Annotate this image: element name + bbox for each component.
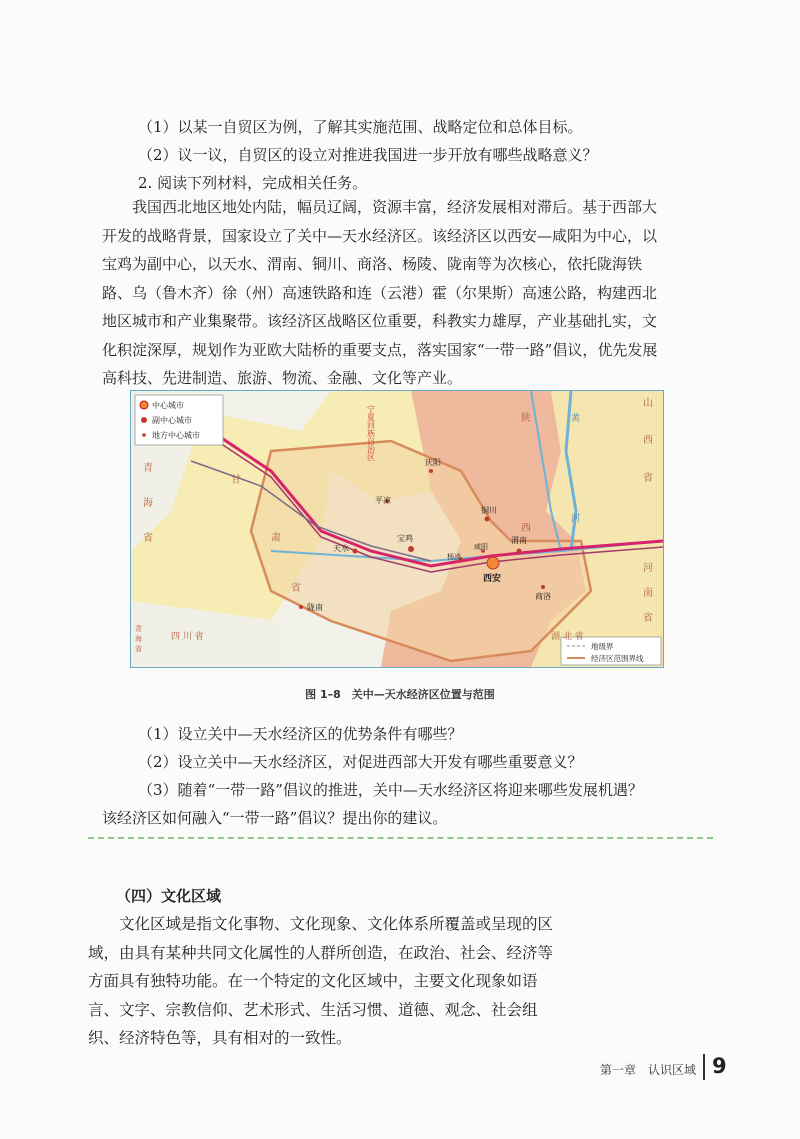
label-ningxia: 宁夏回族自治区 xyxy=(366,405,376,461)
city-dot-tongchuan xyxy=(485,517,490,522)
question-1: （1）设立关中—天水经济区的优势条件有哪些？ xyxy=(138,725,463,743)
city-weinan: 渭南 xyxy=(511,536,527,545)
city-dot-xian xyxy=(487,557,499,569)
city-tianshui: 天水 xyxy=(333,544,349,553)
label-gansu-3: 省 xyxy=(291,583,301,594)
center-city-symbol xyxy=(140,401,148,409)
dashed-divider xyxy=(88,837,713,839)
label-henan-1: 河 xyxy=(643,563,653,574)
task-question-1: （1）以某一自贸区为例，了解其实施范围、战略定位和总体目标。 xyxy=(138,118,583,136)
label-sichuan: 四 川 省 xyxy=(171,632,204,642)
city-tongchuan: 铜川 xyxy=(481,506,497,515)
task-question-2: （2）议一议，自贸区的设立对推进我国进一步开放有哪些战略意义？ xyxy=(138,146,598,164)
label-qinghai-1: 青 xyxy=(143,463,153,474)
city-dot-tianshui xyxy=(353,549,358,554)
city-dot-shangluo xyxy=(541,585,545,589)
material-paragraph: 我国西北地区地处内陆，幅员辽阔，资源丰富，经济发展相对滞后。基于西部大开发的战略背景，国家设立了关中—天水经济区。该经济区以西安—咸阳为中心，以宝鸡为副中心，以天水、渭南、铜川、商洛、杨陵、陇南等为次核心，依托陇海铁路、乌（鲁木齐）徐（州）高速铁路和连（云港）霍（尔果斯）高速公路，构建西北地区城市和产业集聚带。该经济区战略区位重要，科教实力雄厚，产业基础扎实，文化积淀深厚，规划作为亚欧大陆桥的重要支点，落实国家“一带一路”倡议，优先发展高科技、先进制造、旅游、物流、金融、文化等产业。 xyxy=(102,198,658,387)
label-gansu-2: 肃 xyxy=(271,533,281,544)
footer-chapter: 第一章 认识区域 xyxy=(600,1063,697,1077)
legend-boundary: 地级界 xyxy=(591,642,614,651)
label-qinghai-small-3: 省 xyxy=(135,645,142,653)
city-dot-weinan xyxy=(517,549,522,554)
city-dot-longnan xyxy=(299,605,303,609)
city-pingliang: 平凉 xyxy=(375,496,391,505)
figure-caption: 图 1–8 关中—天水经济区位置与范围 xyxy=(305,688,495,701)
section-title: （四）文化区域 xyxy=(116,887,222,905)
label-qinghai-3: 省 xyxy=(143,533,153,544)
label-shaan: 陕 xyxy=(521,413,531,424)
section-body: 文化区域是指文化事物、文化现象、文化体系所覆盖或呈现的区域，由具有某种共同文化属性的人群所创造，在政治、社会、经济等方面具有独特功能。在一个特定的文化区域中，主要文化现象如语言、文字、宗教信仰、艺术形式、生活习惯、道德、观念、社会组织、经济特色等，具有相对的一致性。 xyxy=(88,915,554,1047)
label-river-he: 河 xyxy=(571,514,581,524)
legend-center: 中心城市 xyxy=(152,401,184,410)
question-2: （2）设立关中—天水经济区，对促进西部大开发有哪些重要意义？ xyxy=(138,753,583,771)
label-hubei: 湖 北 省 xyxy=(551,632,584,642)
label-qinghai-2: 海 xyxy=(143,498,153,509)
city-qingyang: 庆阳 xyxy=(425,458,441,467)
label-xi: 西 xyxy=(521,523,531,534)
label-henan-2: 南 xyxy=(643,588,653,599)
legend-local: 地方中心城市 xyxy=(152,431,200,440)
label-henan-3: 省 xyxy=(643,613,653,624)
label-qinghai-small-2: 海 xyxy=(135,635,142,643)
label-shanxi-2: 西 xyxy=(643,435,653,446)
sub-center-symbol xyxy=(141,417,147,423)
city-yangling: 杨凌 xyxy=(447,553,461,561)
label-shanxi-1: 山 xyxy=(643,398,653,409)
legend-zone-boundary: 经济区范围界线 xyxy=(591,654,644,663)
question-3-line2: 该经济区如何融入“一带一路”倡议？提出你的建议。 xyxy=(102,809,448,827)
label-gansu-1: 甘 xyxy=(231,475,241,486)
city-shangluo: 商洛 xyxy=(535,592,551,601)
footer-separator xyxy=(703,1054,705,1080)
page-number: 9 xyxy=(712,1054,727,1078)
legend-sub-center: 副中心城市 xyxy=(152,416,192,425)
city-longnan: 陇南 xyxy=(307,603,323,612)
question-3-line1: （3）随着“一带一路”倡议的推进，关中—天水经济区将迎来哪些发展机遇？ xyxy=(138,781,643,799)
label-qinghai-small-1: 青 xyxy=(135,625,142,633)
city-dot-qingyang xyxy=(429,469,433,473)
task-item-2: 2. 阅读下列材料，完成相关任务。 xyxy=(138,174,368,192)
city-baoji: 宝鸡 xyxy=(397,534,413,543)
map-svg xyxy=(131,391,663,667)
city-dot-baoji xyxy=(408,546,414,552)
label-river-huang: 黄 xyxy=(571,414,581,424)
local-city-symbol xyxy=(142,433,146,437)
city-xian: 西安 xyxy=(483,574,502,584)
city-xianyang: 咸阳 xyxy=(474,543,488,551)
map-figure xyxy=(130,390,664,668)
label-shanxi-3: 省 xyxy=(643,473,653,484)
